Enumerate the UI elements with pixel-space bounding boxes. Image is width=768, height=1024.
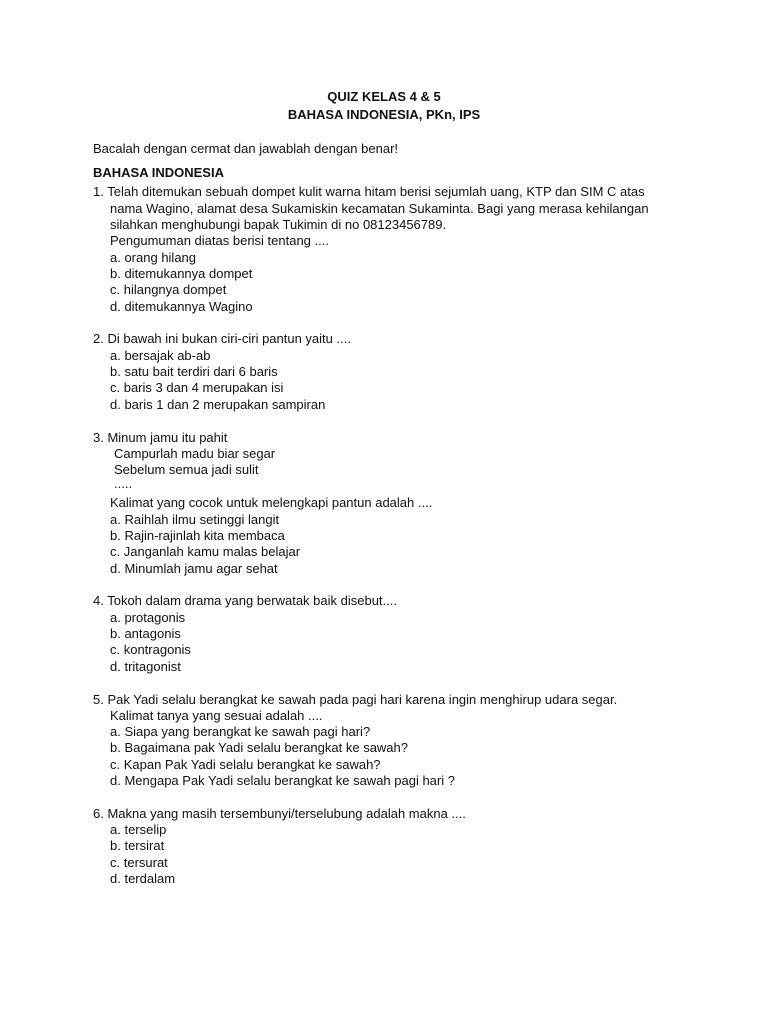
quiz-subtitle: BAHASA INDONESIA, PKn, IPS: [287, 107, 481, 122]
question-3-line-1: 3. Minum jamu itu pahit: [93, 430, 228, 445]
question-2-option-c: c. baris 3 dan 4 merupakan isi: [110, 380, 284, 395]
question-1-option-c: c. hilangnya dompet: [110, 282, 227, 297]
question-1-option-d: d. ditemukannya Wagino: [110, 299, 253, 314]
question-3-option-c: c. Janganlah kamu malas belajar: [110, 544, 301, 559]
question-5-line-1: 5. Pak Yadi selalu berangkat ke sawah pada pagi hari karena ingin menghirup udara segar.: [93, 692, 618, 707]
question-3-prompt: Kalimat yang cocok untuk melengkapi pantun adalah ....: [110, 495, 433, 510]
question-5-option-d: d. Mengapa Pak Yadi selalu berangkat ke sawah pagi hari ?: [110, 773, 455, 788]
question-6-option-c: c. tersurat: [110, 855, 168, 870]
question-1-prompt: Pengumuman diatas berisi tentang ....: [110, 233, 329, 248]
question-2-option-a: a. bersajak ab-ab: [110, 348, 211, 363]
quiz-title: QUIZ KELAS 4 & 5: [327, 89, 441, 104]
instruction-text: Bacalah dengan cermat dan jawablah dengan benar!: [93, 141, 399, 156]
question-6-option-b: b. tersirat: [110, 838, 165, 853]
question-1-line-1: 1. Telah ditemukan sebuah dompet kulit warna hitam berisi sejumlah uang, KTP dan SIM C atas: [93, 184, 645, 199]
question-2-line-1: 2. Di bawah ini bukan ciri-ciri pantun yaitu ....: [93, 331, 351, 346]
question-3-line-4: .....: [114, 476, 133, 491]
question-3-line-2: Campurlah madu biar segar: [114, 446, 276, 461]
question-5-prompt: Kalimat tanya yang sesuai adalah ....: [110, 708, 323, 723]
question-1-line-2: nama Wagino, alamat desa Sukamiskin kecamatan Sukaminta. Bagi yang merasa kehilangan: [110, 201, 649, 216]
question-5-option-a: a. Siapa yang berangkat ke sawah pagi hari?: [110, 724, 371, 739]
question-3-option-a: a. Raihlah ilmu setinggi langit: [110, 512, 280, 527]
question-5-option-c: c. Kapan Pak Yadi selalu berangkat ke sawah?: [110, 757, 381, 772]
question-4-option-b: b. antagonis: [110, 626, 181, 641]
question-3-line-3: Sebelum semua jadi sulit: [114, 462, 259, 477]
question-3-option-b: b. Rajin-rajinlah kita membaca: [110, 528, 285, 543]
question-6-line-1: 6. Makna yang masih tersembunyi/terselubung adalah makna ....: [93, 806, 466, 821]
question-4-option-a: a. protagonis: [110, 610, 186, 625]
section-title: BAHASA INDONESIA: [93, 165, 224, 180]
question-2-option-d: d. baris 1 dan 2 merupakan sampiran: [110, 397, 326, 412]
question-5-option-b: b. Bagaimana pak Yadi selalu berangkat ke sawah?: [110, 740, 408, 755]
question-4-option-d: d. tritagonist: [110, 659, 181, 674]
question-1-option-b: b. ditemukannya dompet: [110, 266, 253, 281]
question-6-option-d: d. terdalam: [110, 871, 176, 886]
question-1-option-a: a. orang hilang: [110, 250, 197, 265]
question-1-line-3: silahkan menghubungi bapak Tukimin di no 08123456789.: [110, 217, 447, 232]
question-4-option-c: c. kontragonis: [110, 642, 191, 657]
question-4-line-1: 4. Tokoh dalam drama yang berwatak baik disebut....: [93, 593, 397, 608]
question-2-option-b: b. satu bait terdiri dari 6 baris: [110, 364, 278, 379]
question-3-option-d: d. Minumlah jamu agar sehat: [110, 561, 278, 576]
question-6-option-a: a. terselip: [110, 822, 167, 837]
